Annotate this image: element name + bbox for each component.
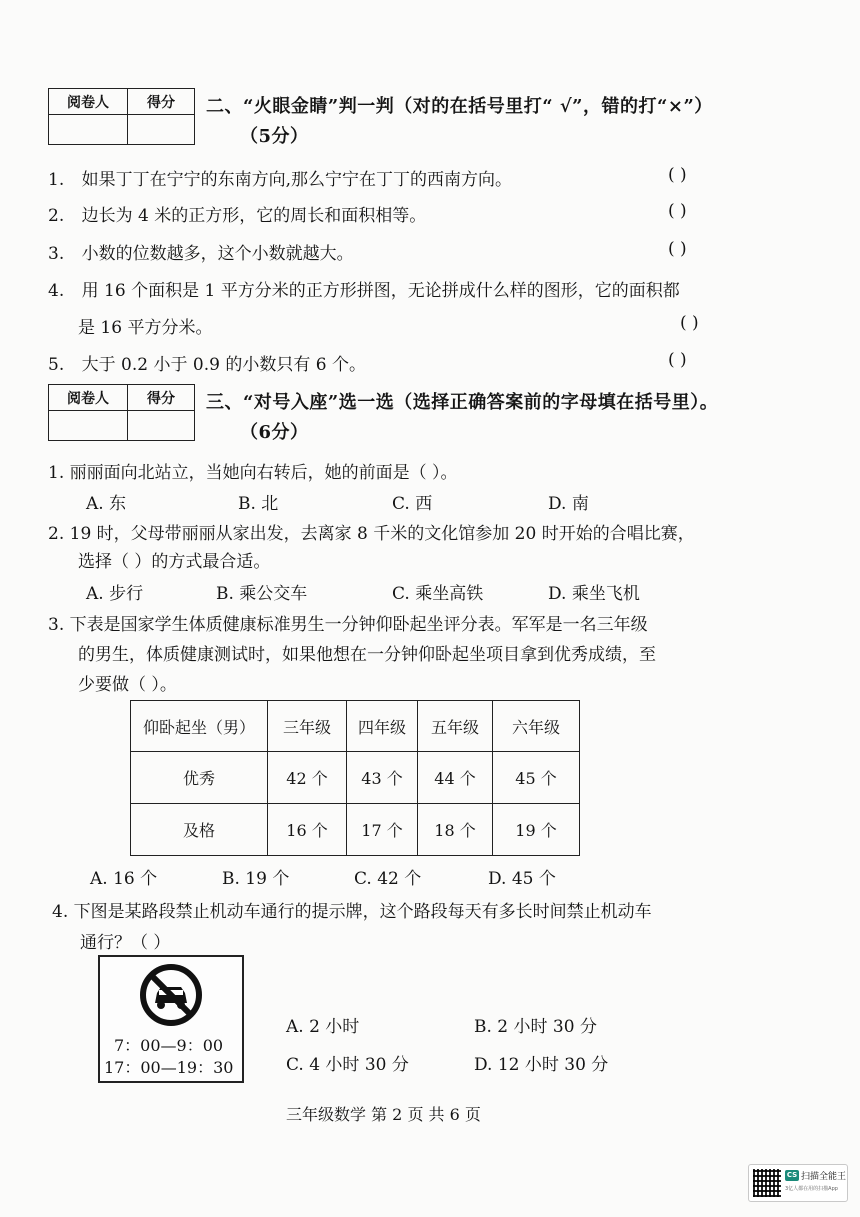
q2-option-c[interactable]: C. 乘坐高铁: [392, 584, 484, 604]
sign-time-morning: 7：00—9：00: [114, 1036, 224, 1055]
section3-title: 三、“对号入座”选一选（选择正确答案前的字母填在括号里）。: [206, 392, 719, 413]
scanner-name: 扫描全能王: [801, 1172, 847, 1182]
section2-title: 二、“火眼金睛”判一判（对的在括号里打“ √”，错的打“×”）: [206, 96, 713, 117]
no-motor-vehicle-icon: [139, 963, 203, 1027]
score-cell: [128, 115, 195, 145]
table-row: [131, 804, 580, 856]
answer-paren-2[interactable]: ( ): [668, 201, 687, 221]
table-header-cell: 仰卧起坐（男）: [131, 701, 268, 752]
choice-question-2-line2: 选择（ ）的方式最合适。: [78, 552, 271, 572]
section3-points: （6分）: [240, 422, 309, 443]
item-number: 3.: [48, 244, 65, 264]
judge-item-4-line2: 是 16 平方分米。: [78, 318, 213, 338]
reviewer-cell: [49, 115, 128, 145]
item-number: 2.: [48, 206, 65, 226]
table-cell: 19 个: [493, 804, 580, 856]
table-cell: 及格: [131, 804, 268, 856]
judge-item-1: [48, 165, 512, 190]
table-cell: 43 个: [347, 752, 418, 804]
judge-item-2: [48, 201, 426, 226]
q4-option-c[interactable]: C. 4 小时 30 分: [286, 1055, 409, 1075]
q2-option-d[interactable]: D. 乘坐飞机: [548, 584, 640, 604]
reviewer-cell: [49, 411, 128, 441]
grader-box-section3: [48, 384, 195, 441]
q4-option-a[interactable]: A. 2 小时: [286, 1017, 360, 1037]
qr-code-icon: [753, 1169, 781, 1197]
answer-paren-3[interactable]: ( ): [668, 239, 687, 259]
item-text: 如果丁丁在宁宁的东南方向,那么宁宁在丁丁的西南方向。: [81, 170, 513, 190]
table-header-cell: 三年级: [268, 701, 347, 752]
sign-time-evening: 17：00—19：30: [104, 1058, 234, 1077]
answer-paren-5[interactable]: ( ): [668, 350, 687, 370]
situp-score-table: [130, 700, 580, 856]
section2-points: （5分）: [240, 126, 309, 147]
choice-question-4-line2: 通行？（ ）: [80, 933, 171, 953]
table-header-cell: 六年级: [493, 701, 580, 752]
q4-option-d[interactable]: D. 12 小时 30 分: [474, 1055, 609, 1075]
table-cell: 42 个: [268, 752, 347, 804]
table-cell: 17 个: [347, 804, 418, 856]
q2-option-a[interactable]: A. 步行: [86, 584, 144, 604]
answer-paren-1[interactable]: ( ): [668, 165, 687, 185]
q3-option-b[interactable]: B. 19 个: [222, 869, 290, 889]
q1-option-b[interactable]: B. 北: [238, 494, 279, 514]
item-text: 边长为 4 米的正方形，它的周长和面积相等。: [81, 206, 427, 226]
judge-item-4: [48, 276, 680, 301]
item-text: 用 16 个面积是 1 平方分米的正方形拼图，无论拼成什么样的图形，它的面积都: [81, 281, 680, 301]
q1-option-c[interactable]: C. 西: [392, 494, 433, 514]
score-label: 得分: [128, 89, 195, 115]
table-cell: 45 个: [493, 752, 580, 804]
item-number: 4.: [48, 281, 65, 301]
no-vehicle-sign: [98, 955, 244, 1083]
choice-question-4: 4. 下图是某路段禁止机动车通行的提示牌，这个路段每天有多长时间禁止机动车: [52, 902, 652, 922]
judge-item-3: [48, 239, 354, 264]
score-label: 得分: [128, 385, 195, 411]
table-cell: 44 个: [418, 752, 493, 804]
q4-option-b[interactable]: B. 2 小时 30 分: [474, 1017, 597, 1037]
q3-option-a[interactable]: A. 16 个: [90, 869, 158, 889]
choice-question-3: 3. 下表是国家学生体质健康标准男生一分钟仰卧起坐评分表。军军是一名三年级: [48, 615, 648, 635]
table-cell: 16 个: [268, 804, 347, 856]
scanner-watermark: [748, 1164, 848, 1202]
table-header-row: [131, 701, 580, 752]
grader-box-section2: [48, 88, 195, 145]
reviewer-label: 阅卷人: [49, 385, 128, 411]
choice-question-3-line3: 少要做（ ）。: [78, 675, 177, 695]
table-header-cell: 五年级: [418, 701, 493, 752]
choice-question-1: 1. 丽丽面向北站立，当她向右转后，她的前面是（ ）。: [48, 463, 458, 483]
scanner-logo: CS: [786, 1171, 798, 1179]
table-row: [131, 752, 580, 804]
judge-item-5: [48, 350, 366, 375]
choice-question-3-line2: 的男生，体质健康测试时，如果他想在一分钟仰卧起坐项目拿到优秀成绩，至: [78, 645, 656, 665]
table-cell: 优秀: [131, 752, 268, 804]
q1-option-a[interactable]: A. 东: [86, 494, 127, 514]
item-number: 1.: [48, 170, 65, 190]
reviewer-label: 阅卷人: [49, 89, 128, 115]
table-header-cell: 四年级: [347, 701, 418, 752]
item-text: 小数的位数越多，这个小数就越大。: [81, 244, 354, 264]
q2-option-b[interactable]: B. 乘公交车: [216, 584, 308, 604]
page-footer: 三年级数学 第 2 页 共 6 页: [286, 1105, 481, 1124]
score-cell: [128, 411, 195, 441]
item-text: 大于 0.2 小于 0.9 的小数只有 6 个。: [81, 355, 366, 375]
scanner-tagline: 3亿人都在用的扫描App: [785, 1186, 838, 1192]
choice-question-2: 2. 19 时，父母带丽丽从家出发，去离家 8 千米的文化馆参加 20 时开始的合唱比赛，: [48, 524, 695, 544]
item-number: 5.: [48, 355, 65, 375]
answer-paren-4[interactable]: ( ): [680, 313, 699, 333]
table-cell: 18 个: [418, 804, 493, 856]
q1-option-d[interactable]: D. 南: [548, 494, 589, 514]
q3-option-c[interactable]: C. 42 个: [354, 869, 422, 889]
q3-option-d[interactable]: D. 45 个: [488, 869, 556, 889]
